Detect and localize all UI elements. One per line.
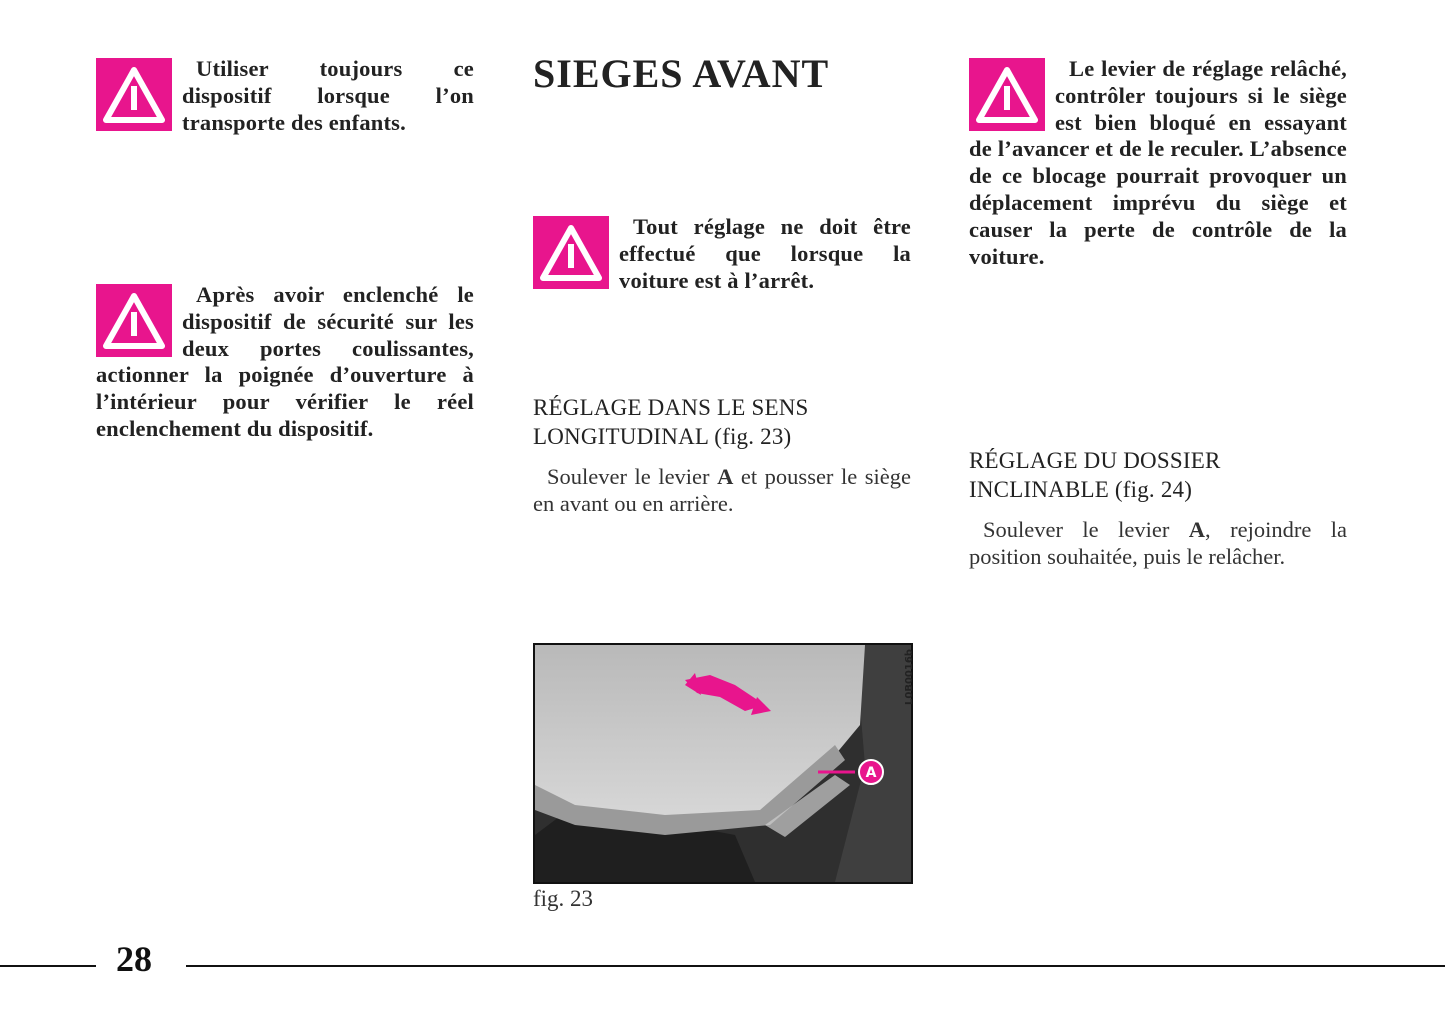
page-title: SIEGES AVANT bbox=[533, 51, 830, 96]
body-text: Soulever le levier bbox=[547, 464, 718, 489]
figure-seat-adjust bbox=[533, 643, 913, 884]
warning-triangle-icon bbox=[533, 216, 609, 289]
warning-block-adjust-stopped bbox=[533, 214, 911, 294]
page-number: 28 bbox=[116, 939, 152, 979]
section-heading-line: RÉGLAGE DU DOSSIER bbox=[969, 448, 1221, 473]
section-heading-line: RÉGLAGE DANS LE SENS bbox=[533, 395, 809, 420]
warning-triangle-icon bbox=[96, 284, 172, 357]
warning-triangle-icon bbox=[96, 58, 172, 131]
section-body-backrest bbox=[969, 517, 1347, 571]
section-heading-longitudinal bbox=[533, 393, 911, 451]
section-body-longitudinal bbox=[533, 464, 911, 518]
body-text: , rejoindre la position souhaitée, puis le relâcher. bbox=[969, 517, 1347, 569]
callout-label: A bbox=[865, 765, 877, 781]
warning-text: Tout réglage ne doit être effectué que lorsque la voiture est à l’arrêt. bbox=[619, 214, 911, 293]
lever-label: A bbox=[1188, 517, 1206, 542]
body-text: Soulever le levier bbox=[983, 517, 1189, 542]
section-heading-backrest bbox=[969, 446, 1347, 504]
figure-caption: fig. 23 bbox=[533, 886, 594, 911]
warning-text: Le levier de réglage relâché, contrôler toujours si le siège est bien bloqué en essayant de l’avancer et de le reculer. L’absence de ce blocage pourrait provoquer un déplacement imprévu du siège et causer la perte de contrôle de la voiture. bbox=[969, 56, 1347, 269]
lever-label: A bbox=[717, 464, 734, 489]
warning-block-lever-released bbox=[969, 56, 1347, 270]
warning-block-sliding-doors bbox=[96, 282, 474, 443]
warning-block-child-transport bbox=[96, 56, 474, 136]
body-text: et pousser le siège en avant ou en arrière. bbox=[533, 464, 911, 516]
section-heading-line: INCLINABLE (fig. 24) bbox=[969, 477, 1193, 502]
footer-rule-right bbox=[186, 965, 1445, 967]
footer-rule-left bbox=[0, 965, 96, 967]
section-heading-line: LONGITUDINAL (fig. 23) bbox=[533, 424, 792, 449]
seat-illustration bbox=[535, 645, 911, 882]
warning-text: Après avoir enclenché le dispositif de sécurité sur les deux portes coulissantes, actionner la poignée d’ouverture à l’intérieur pour vérifier le réel enclenchement du dispositif. bbox=[96, 282, 474, 441]
warning-triangle-icon bbox=[969, 58, 1045, 131]
warning-text: Utiliser toujours ce dispositif lorsque l’on transporte des enfants. bbox=[182, 56, 474, 135]
figure-code: L0B0016b bbox=[904, 649, 915, 705]
